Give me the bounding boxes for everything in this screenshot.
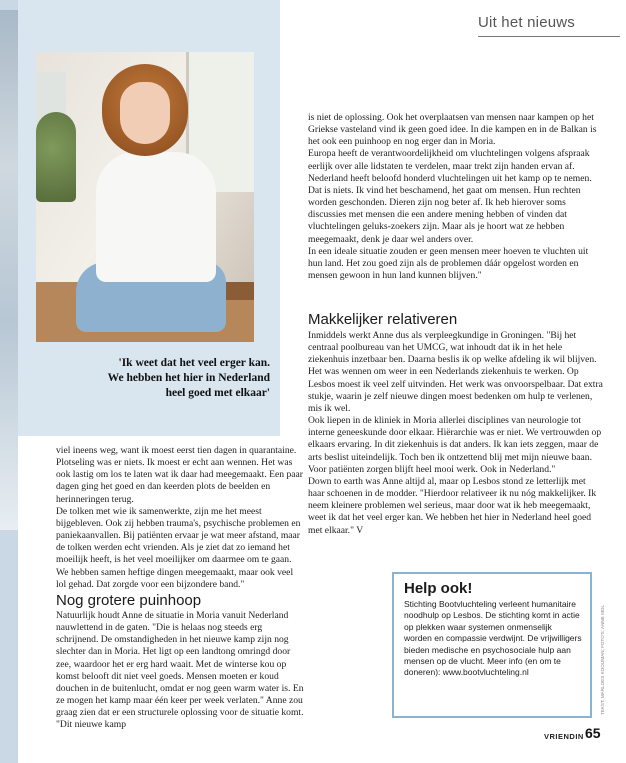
article-column-left	[56, 445, 304, 591]
subheading-puinhoop: Nog grotere puinhoop	[56, 592, 202, 609]
paragraph: Natuurlijk houdt Anne de situatie in Moria vanuit Nederland nauwlettend in de gaten. "Die is helaas nog steeds erg schrijnend. De omstandigheden in het nieuwe kamp zijn nog slechter dan in Moria. Het ligt op een landtong omringd door zee, waardoor het er erg hard waait. Met de winterse kou op komst belooft dit niet veel goeds. Mensen moeten er koud douchen in de buitenlucht, omdat er nog geen warm water is. En ze mogen het kamp maar één keer per week verlaten." Anne zou graag zien dat er een structurele oplossing voor de situatie komt. "Dit nieuwe kamp	[56, 610, 304, 731]
page-number: 65	[585, 725, 601, 741]
portrait-photo	[36, 52, 254, 342]
section-label-text: Uit het nieuws	[478, 14, 576, 31]
help-box	[392, 572, 592, 718]
subheading-makkelijker: Makkelijker relativeren	[308, 311, 458, 328]
photo-credit: TEKST: MARLOES KOOIJMAN; FOTO'S: ANNE MOL	[600, 604, 605, 715]
edge-photo	[0, 10, 18, 530]
photo-person-sweater	[96, 152, 216, 282]
paragraph: Down to earth was Anne altijd al, maar op Lesbos stond ze letterlijk met haar schoenen in de modder. "Hierdoor relativeer ik nu nóg makkelijker. Ik neem kleinere problemen wel serieus, maar door wat ik heb meegemaakt, weet ik dat het veel erger kan. We hebben het hier in Nederland heel goed met elkaar." V	[308, 475, 597, 536]
paragraph: De tolken met wie ik samenwerkte, zijn me het meest bijgebleven. Ook zij hebben trauma's, psychische problemen en paniekaanvallen. Bij patiënten ervaar je wat meer afstand, maar de tolken werden echt vrienden. Als je ziet dat zo iemand het moeilijk heeft, is het veel moeilijker om daarmee om te gaan. We hebben samen heftige dingen meegemaakt, maar ook veel lol gehad. Dat zorgde voor een bijzondere band."	[56, 505, 301, 590]
photo-person-face	[120, 82, 170, 144]
pull-quote: 'Ik weet dat het veel erger kan. We hebben het hier in Nederland heel goed met elkaar'	[107, 357, 270, 399]
article-column-right-mid	[308, 330, 604, 537]
section-rule	[478, 36, 620, 37]
paragraph: Europa heeft de verantwoordelijkheid om vluchtelingen volgens afspraak eerlijk over alle lidstaten te verdelen, maar trekt zijn handen ervan af. Nederland heeft beloofd honderd vluchtelingen uit het kamp op te nemen. Dat is niets. Ik vind het beschamend, het gaat om mensen. Hun rechten worden geschonden. Dieren zijn nog beter af. Ik heb hierover soms discussies met mensen die een andere mening hebben of vinden dat vluchtelingen geluks-zoekers zijn. Maar als je hoort wat ze hebben meegemaakt, denk je daar wel anders over.	[308, 148, 592, 245]
article-column-left-bottom	[56, 610, 304, 732]
help-box-title: Help ook!	[404, 580, 473, 597]
paragraph: is niet de oplossing. Ook het overplaatsen van mensen naar kampen op het Griekse vasteland vind ik geen goed idee. In die kampen en in de Balkan is het ook een puinhoop en nog erger dan in Moria.	[308, 112, 597, 148]
left-edge-photo-strip	[0, 0, 18, 763]
paragraph: Inmiddels werkt Anne dus als verpleegkundige in Groningen. "Bij het centraal poolbureau van het UMCG, wat inhoudt dat ik in het hele ziekenhuis inzetbaar ben. Daarna beslis ik op welke afdeling ik wil blijven. Het was wennen om weer in een Nederlands ziekenhuis te werken. Op Lesbos moest ik veel zelf uitvinden. Het werk was onvoorspelbaar. Dat extra stukje, waarin je zelf nieuwe dingen moest bedenken om hulp te verlenen, mis ik wel.	[308, 330, 603, 414]
article-column-right-top	[308, 112, 604, 282]
footer-magazine-name: VRIENDIN	[544, 732, 584, 741]
photo-plant	[36, 112, 76, 202]
paragraph: Ook liepen in de kliniek in Moria allerlei disciplines van neurologie tot interne geneeskunde door elkaar. Hiërarchie was er niet. We vertrouwden op elkaars ervaring. In dit ziekenhuis is dat anders. Ik kan iets zeggen, maar de arts beslist uiteindelijk. Toch ben ik ontzettend blij met mijn nieuwe baan. Voor patiënten zorgen blijft heel mooi werk. Ook in Nederland."	[308, 415, 602, 475]
help-box-body: Stichting Bootvluchteling verleent humanitaire noodhulp op Lesbos. De stichting komt in actie op plekken waar systemen onmenselijk worden en compassie verdwijnt. De vrijwilligers bieden medische en psychosociale hulp aan mensen op de vlucht. Meer info (en om te doneren): www.bootvluchteling.nl	[404, 599, 582, 678]
paragraph: In een ideale situatie zouden er geen mensen meer hoeven te vluchten uit hun land. Het zou goed zijn als de problemen dáár opgelost worden en mensen gewoon in hun land kunnen blijven."	[308, 245, 589, 282]
paragraph: viel ineens weg, want ik moest eerst tien dagen in quarantaine. Plotseling was er niets. Ik moest er echt aan wennen. Het was ook lastig om los te laten wat ik daar had meegemaakt. Een paar dagen ging het goed en dan keerden plots de beelden en herinneringen terug.	[56, 445, 303, 505]
section-label	[478, 14, 618, 31]
